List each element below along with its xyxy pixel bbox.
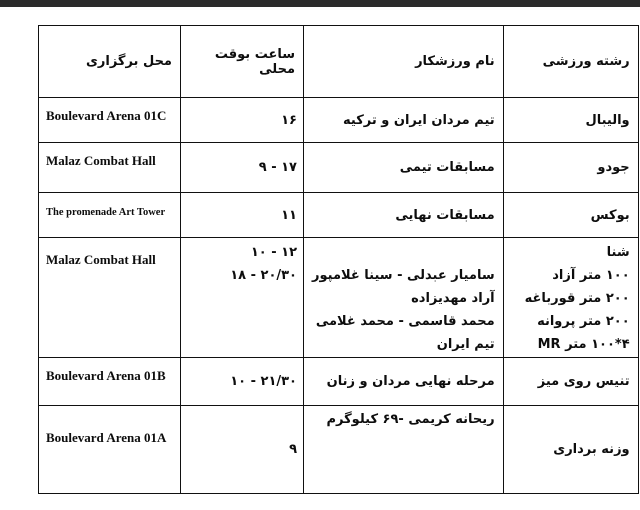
sport-name: تنیس روی میز xyxy=(537,374,630,389)
time-value: ۱۶ xyxy=(281,112,297,128)
schedule-table xyxy=(38,25,639,494)
table-row xyxy=(39,358,639,406)
athlete-cell xyxy=(304,98,504,143)
time-value: ۱۸ - ۲۰/۳۰ xyxy=(230,268,297,283)
table-row xyxy=(39,193,639,238)
sport-name: والیبال xyxy=(585,112,630,128)
athlete-name: تیم مردان ایران و ترکیه xyxy=(343,112,495,128)
sport-name: شنا xyxy=(606,245,630,260)
time-value: ۱۰ - ۲۱/۳۰ xyxy=(230,374,297,389)
time-cell xyxy=(181,193,304,238)
venue-cell: Boulevard Arena 01A xyxy=(39,406,181,494)
header-row xyxy=(39,26,639,98)
table-row xyxy=(39,406,639,494)
table-row xyxy=(39,143,639,193)
venue-cell: The promenade Art Tower xyxy=(39,193,181,238)
header-sport: رشته ورزشی xyxy=(503,26,638,98)
athlete-name: مسابقات تیمی xyxy=(399,160,495,175)
sport-cell xyxy=(503,238,638,358)
time-cell xyxy=(181,238,304,358)
sport-cell xyxy=(503,143,638,193)
sport-event: ۱۰۰ متر آزاد xyxy=(552,268,630,283)
athlete-cell xyxy=(304,406,504,494)
athlete-cell xyxy=(304,238,504,358)
sport-name: وزنه برداری xyxy=(553,442,630,457)
time-value: ۱۱ xyxy=(281,207,297,223)
athlete-cell xyxy=(304,143,504,193)
sport-name: بوکس xyxy=(590,207,630,223)
time-cell xyxy=(181,358,304,406)
athlete-cell xyxy=(304,193,504,238)
venue-cell: Boulevard Arena 01B xyxy=(39,358,181,406)
sport-event: ۲۰۰ متر پروانه xyxy=(537,314,630,329)
venue-cell: Boulevard Arena 01C xyxy=(39,98,181,143)
athlete-name: مرحله نهایی مردان و زنان xyxy=(326,374,495,389)
header-athlete: نام ورزشکار xyxy=(304,26,504,98)
athlete-name: سامیار عبدلی - سینا غلامپور xyxy=(312,268,495,283)
time-cell xyxy=(181,98,304,143)
header-time: ساعت بوقت محلی xyxy=(181,26,304,98)
window-top-bar xyxy=(0,0,640,7)
athlete-name: محمد قاسمی - محمد غلامی xyxy=(315,314,495,329)
venue-cell: Malaz Combat Hall xyxy=(39,238,181,358)
sport-event: ۴*۱۰۰ متر MR xyxy=(537,337,630,352)
time-cell xyxy=(181,406,304,494)
time-value: ۹ xyxy=(289,442,297,457)
sport-cell xyxy=(503,406,638,494)
athlete-name: مسابقات نهایی xyxy=(395,207,495,223)
sport-event: ۲۰۰ متر قورباغه xyxy=(524,291,630,306)
sport-cell xyxy=(503,98,638,143)
athlete-name: ریحانه کریمی -۶۹ کیلوگرم xyxy=(326,412,495,427)
time-value: ۱۰ - ۱۲ xyxy=(250,245,297,260)
sport-cell xyxy=(503,193,638,238)
table-row xyxy=(39,98,639,143)
sport-cell xyxy=(503,358,638,406)
athlete-cell xyxy=(304,358,504,406)
time-value: ۹ - ۱۷ xyxy=(258,160,297,175)
athlete-name: تیم ایران xyxy=(436,337,495,352)
header-venue: محل برگزاری xyxy=(39,26,181,98)
table-row xyxy=(39,238,639,358)
venue-cell: Malaz Combat Hall xyxy=(39,143,181,193)
athlete-name: آراد مهدیزاده xyxy=(411,291,495,306)
sport-name: جودو xyxy=(597,160,630,175)
time-cell xyxy=(181,143,304,193)
